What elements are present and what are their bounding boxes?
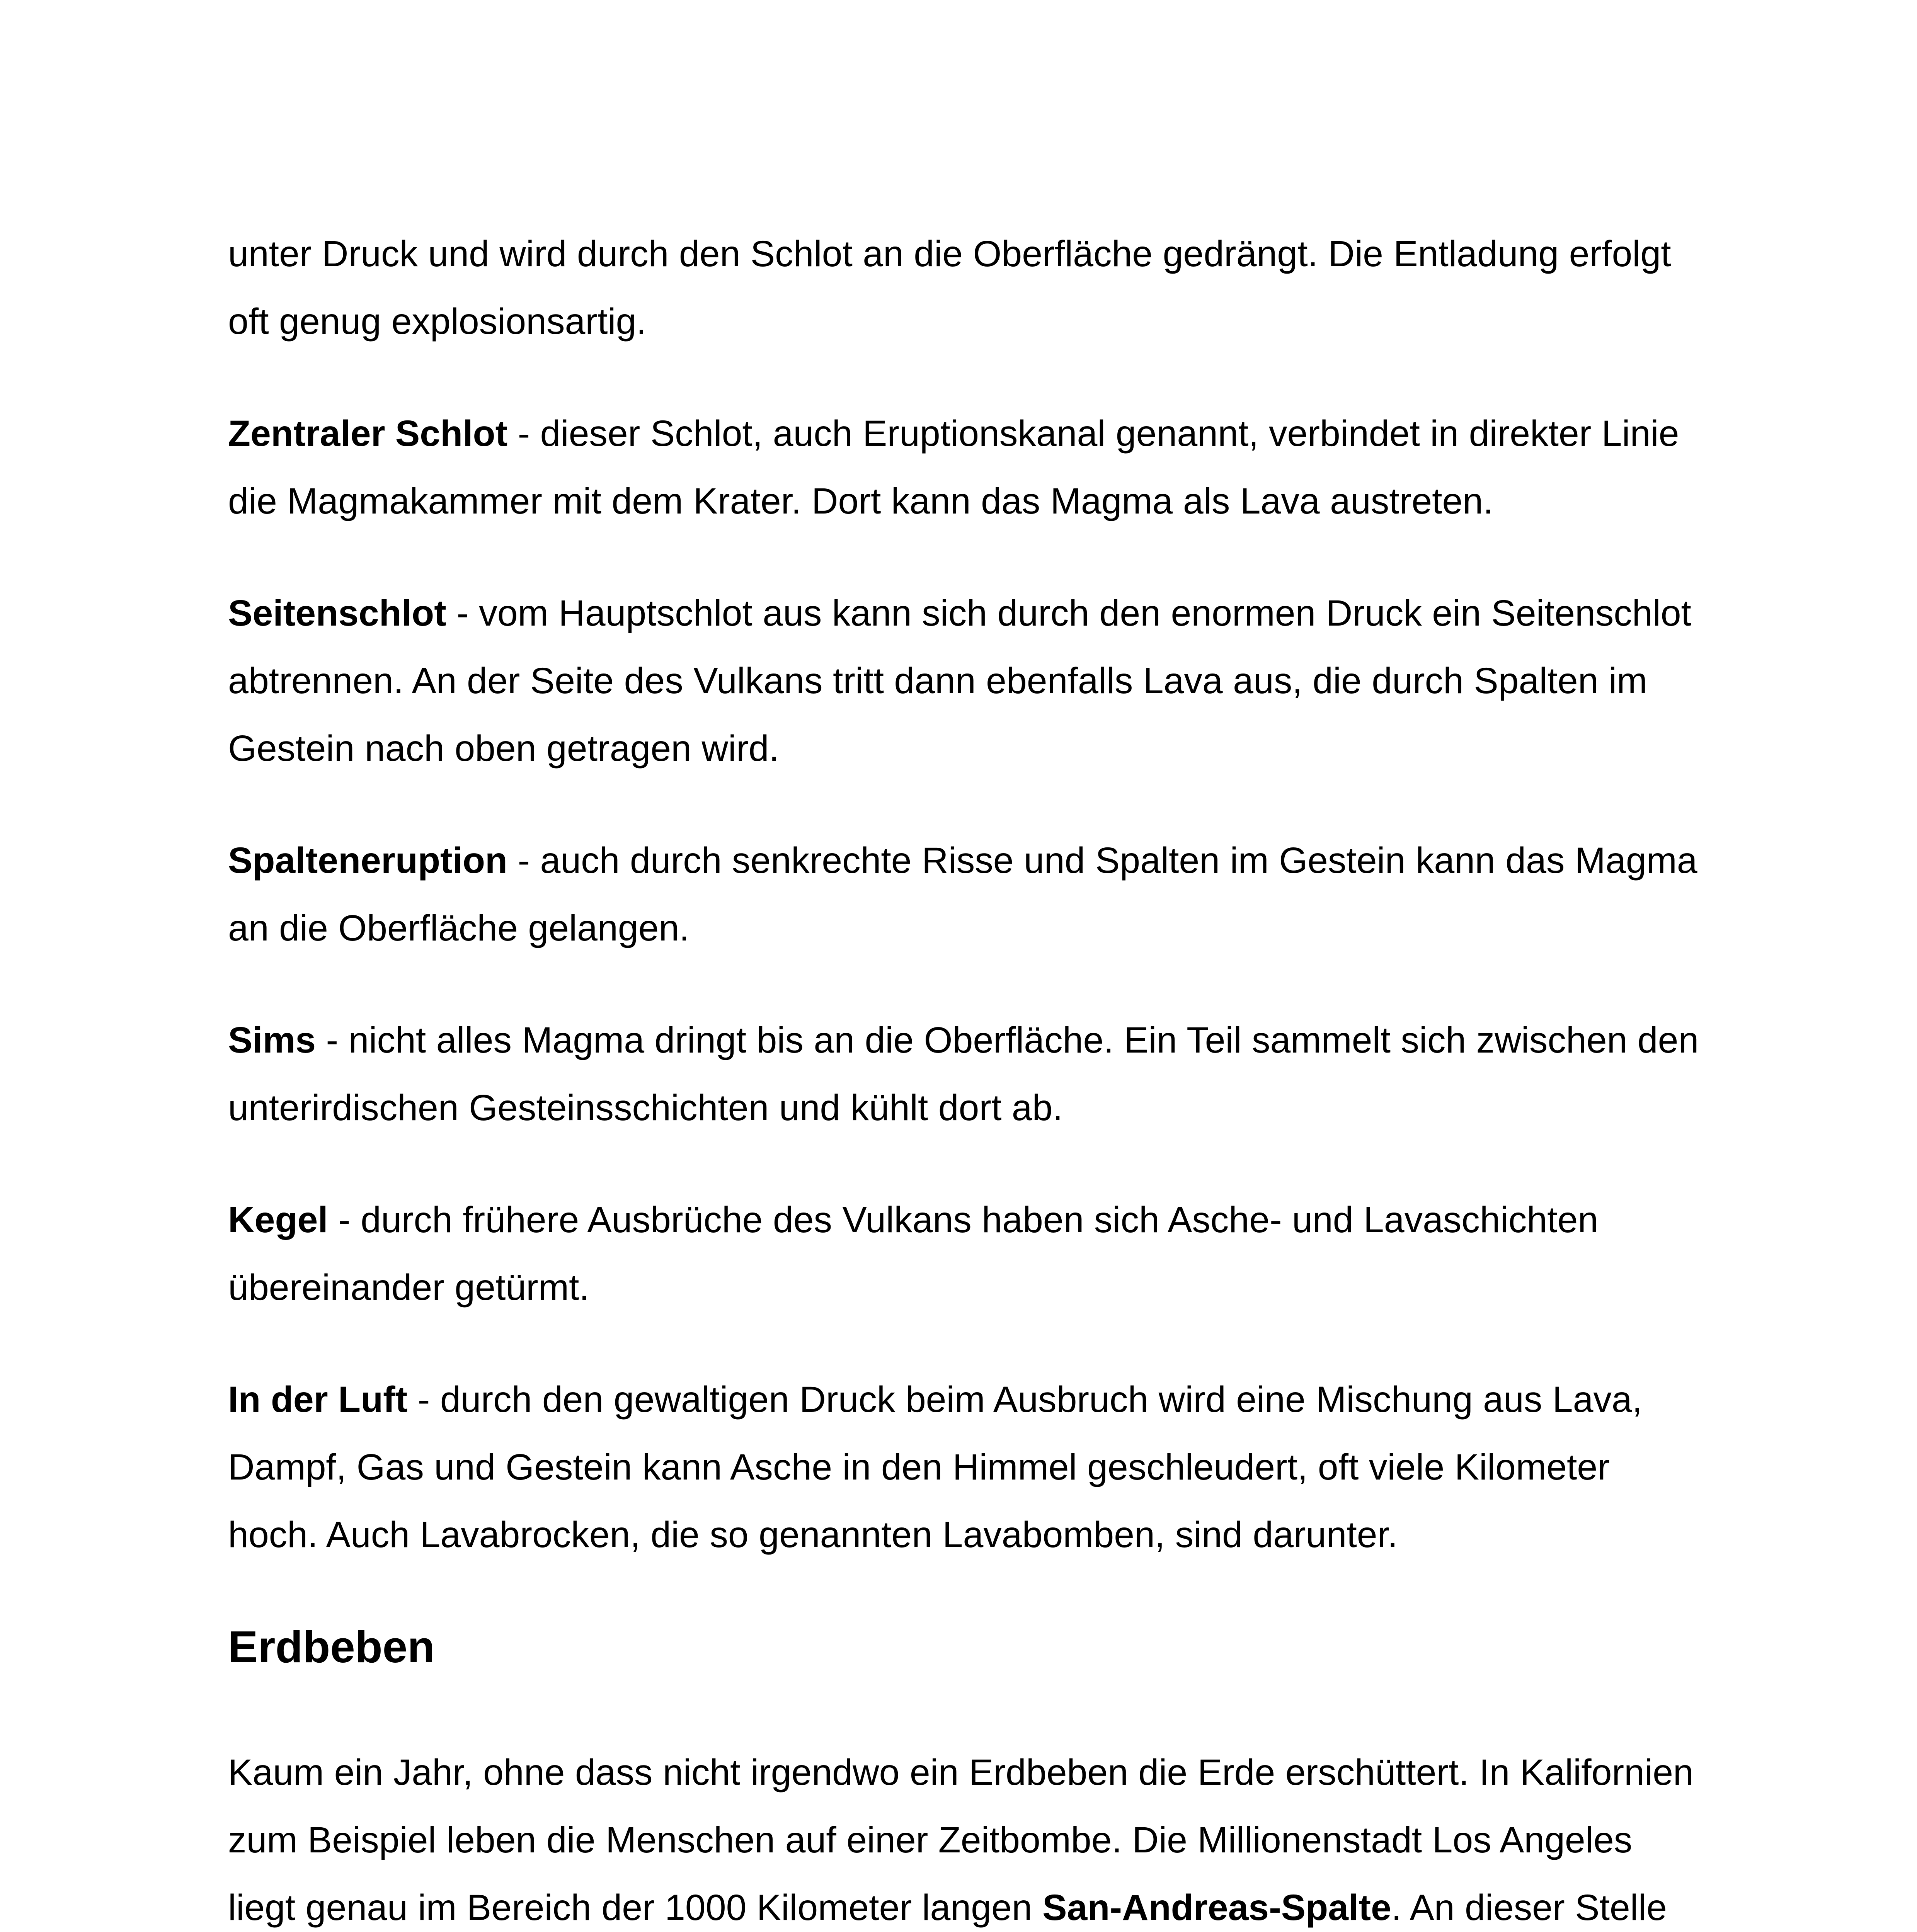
definition-term: Zentraler Schlot [228,413,508,454]
page-body [228,220,1708,1932]
definition-term: Sims [228,1020,316,1061]
section-heading: Erdbeben [228,1622,435,1672]
section-text-after: . An dieser Stelle [1391,1887,1667,1928]
definition-term: Seitenschlot [228,593,446,634]
definition-kegel [228,1186,1708,1321]
definition-in-der-luft [228,1366,1708,1569]
section-text-before: Kaum ein Jahr, ohne dass nicht irgendwo ein Erdbeben die Erde erschüttert. In Kalifornien zum Beispiel leben die Menschen auf einer Zeitbombe. Die Millionenstadt Los Angeles liegt genau im Bereich der 1000 Kilometer langen [228,1752,1694,1928]
definition-text: - vom Hauptschlot aus kann sich durch den enormen Druck ein Seitenschlot abtrennen. An der Seite des Vulkans tritt dann ebenfalls Lava aus, die durch Spalten im Gestein nach oben getragen wird. [228,593,1691,769]
definition-term: Kegel [228,1199,328,1240]
definition-text: - durch frühere Ausbrüche des Vulkans haben sich Asche- und Lavaschichten übereinander getürmt. [228,1199,1599,1308]
definition-text: - durch den gewaltigen Druck beim Ausbruch wird eine Mischung aus Lava, Dampf, Gas und Gestein kann Asche in den Himmel geschleudert, oft viele Kilometer hoch. Auch Lavabrocken, die so genannten Lavabomben, sind darunter. [228,1379,1643,1555]
definition-seitenschlot [228,580,1708,782]
definition-text: - nicht alles Magma dringt bis an die Oberfläche. Ein Teil sammelt sich zwischen den unterirdischen Gesteinsschichten und kühlt dort ab. [228,1020,1699,1128]
definition-spalteneruption [228,827,1708,962]
definition-text: - auch durch senkrechte Risse und Spalten im Gestein kann das Magma an die Oberfläche gelangen. [228,840,1697,949]
section-highlight: San-Andreas-Spalte [1042,1887,1391,1928]
definition-text: - dieser Schlot, auch Eruptionskanal genannt, verbindet in direkter Linie die Magmakammer mit dem Krater. Dort kann das Magma als Lava austreten. [228,413,1679,522]
section-paragraph [228,1739,1708,1932]
definition-sims [228,1007,1708,1142]
definition-zentraler-schlot [228,400,1708,535]
definition-term: In der Luft [228,1379,408,1420]
definition-term: Spalteneruption [228,840,508,881]
intro-paragraph: unter Druck und wird durch den Schlot an die Oberfläche gedrängt. Die Entladung erfolgt oft genug explosionsartig. [228,233,1671,342]
